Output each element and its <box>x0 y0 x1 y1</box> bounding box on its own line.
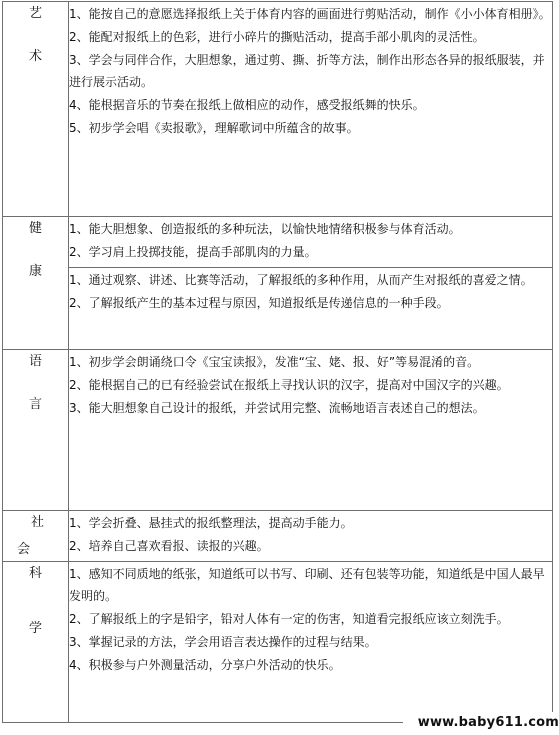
list-item: 1、学会折叠、悬挂式的报纸整理法，提高动手能力。 <box>69 516 353 530</box>
area-items-health-2 <box>69 268 553 350</box>
table-row <box>3 511 553 562</box>
table-row <box>3 350 553 511</box>
area-items-society <box>69 511 553 562</box>
list-item: 1、能按自己的意愿选择报纸上关于体育内容的画面进行剪贴活动，制作《小小体育相册》。 <box>69 7 551 21</box>
list-item: 2、能配对报纸上的色彩，进行小碎片的撕贴活动，提高手部小肌肉的灵活性。 <box>69 30 485 44</box>
area-items-art <box>69 2 553 217</box>
table-row <box>3 2 553 217</box>
area-char: 语 <box>28 354 42 369</box>
area-char: 艺 <box>28 6 42 21</box>
area-char: 学 <box>28 621 42 636</box>
list-item: 1、初步学会朗诵绕口令《宝宝读报》，发准“宝、姥、报、好”等易混淆的音。 <box>69 355 480 369</box>
list-item: 3、掌握记录的方法，学会用语言表达操作的过程与结果。 <box>69 635 377 649</box>
list-item: 3、能大胆想象自己设计的报纸，并尝试用完整、流畅地语言表述自己的想法。 <box>69 401 485 415</box>
list-item: 3、学会与同伴合作，大胆想象，通过剪、撕、折等方法，制作出形态各异的报纸服装，并进行展示活动。 <box>69 53 545 89</box>
area-char: 康 <box>28 264 42 279</box>
table-row <box>3 217 553 268</box>
list-item: 1、通过观察、讲述、比赛等活动，了解报纸的多种作用，从而产生对报纸的喜爱之情。 <box>69 273 533 288</box>
area-label-health <box>3 217 69 350</box>
area-char: 科 <box>28 566 42 581</box>
area-char: 会 <box>17 542 31 557</box>
list-item: 1、能大胆想象、创造报纸的多种玩法，以愉快地情绪积极参与体育活动。 <box>69 222 461 236</box>
area-label-society <box>3 511 69 562</box>
list-item: 1、感知不同质地的纸张，知道纸可以书写、印刷、还有包装等功能，知道纸是中国人最早发明的。 <box>69 567 545 603</box>
area-char: 术 <box>28 49 42 64</box>
area-char: 社 <box>31 515 45 530</box>
table-row <box>3 562 553 723</box>
list-item: 5、初步学会唱《卖报歌》，理解歌词中所蕴含的故事。 <box>69 121 359 135</box>
activity-goals-table <box>2 1 553 723</box>
area-char: 言 <box>28 397 42 412</box>
area-items-science <box>69 562 553 723</box>
table-row <box>3 268 553 350</box>
area-items-health-1 <box>69 217 553 268</box>
list-item: 2、了解报纸上的字是铅字，铅对人体有一定的伤害，知道看完报纸应该立刻洗手。 <box>69 612 509 626</box>
list-item: 4、积极参与户外测量活动，分享户外活动的快乐。 <box>69 658 341 672</box>
area-char: 健 <box>28 221 42 236</box>
list-item: 2、学习肩上投掷技能，提高手部肌肉的力量。 <box>69 245 317 259</box>
list-item: 4、能根据音乐的节奏在报纸上做相应的动作，感受报纸舞的快乐。 <box>69 98 425 112</box>
area-items-language <box>69 350 553 511</box>
site-watermark: www.baby611.com <box>403 712 559 734</box>
area-label-science <box>3 562 69 723</box>
area-label-art <box>3 2 69 217</box>
list-item: 2、培养自己喜欢看报、读报的兴趣。 <box>69 539 269 553</box>
list-item: 2、能根据自己的已有经验尝试在报纸上寻找认识的汉字，提高对中国汉字的兴趣。 <box>69 378 509 392</box>
list-item: 2、了解报纸产生的基本过程与原因，知道报纸是传递信息的一种手段。 <box>69 296 449 311</box>
area-label-language <box>3 350 69 511</box>
